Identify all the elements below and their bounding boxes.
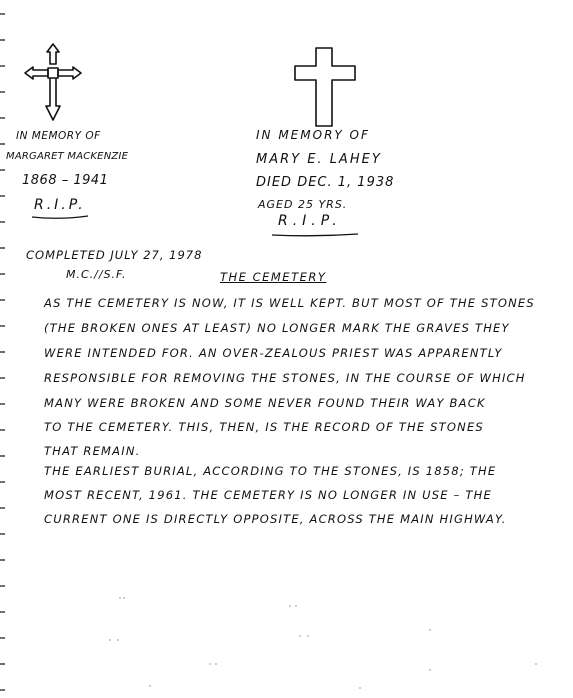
left-memorial-dates: 1868 – 1941	[22, 173, 109, 188]
body-line: AS THE CEMETERY IS NOW, IT IS WELL KEPT. BUT MOST OF THE STONES	[44, 296, 535, 310]
body-line: THAT REMAIN.	[44, 444, 141, 458]
left-memorial-name: MARGARET MACKENZIE	[6, 151, 129, 162]
body-line: CURRENT ONE IS DIRECTLY OPPOSITE, ACROSS THE MAIN HIGHWAY.	[44, 512, 507, 526]
right-memorial-aged: AGED 25 YRS.	[258, 198, 348, 211]
left-memorial-rip: R.I.P.	[34, 197, 86, 213]
completion-initials: M.C.//S.F.	[66, 268, 127, 281]
ornate-cross-icon	[22, 42, 84, 122]
body-line: THE EARLIEST BURIAL, ACCORDING TO THE STONES, IS 1858; THE	[44, 464, 497, 478]
body-line: TO THE CEMETERY. THIS, THEN, IS THE RECORD OF THE STONES	[44, 420, 484, 434]
body-line: WERE INTENDED FOR. AN OVER-ZEALOUS PRIEST WAS APPARENTLY	[44, 346, 503, 360]
right-rip-underline	[270, 232, 360, 238]
body-line: (THE BROKEN ONES AT LEAST) NO LONGER MARK THE GRAVES THEY	[44, 321, 510, 335]
body-line: MOST RECENT, 1961. THE CEMETERY IS NO LONGER IN USE – THE	[44, 488, 492, 502]
right-memorial-in-memory: IN MEMORY OF	[256, 128, 370, 142]
body-line: RESPONSIBLE FOR REMOVING THE STONES, IN THE COURSE OF WHICH	[44, 371, 526, 385]
margin-binding-ticks	[0, 0, 6, 698]
plain-cross-icon	[292, 46, 358, 128]
right-memorial-died: DIED DEC. 1, 1938	[256, 175, 395, 190]
left-rip-underline	[30, 214, 90, 220]
completion-date: COMPLETED JULY 27, 1978	[26, 248, 203, 262]
right-memorial-name: MARY E. LAHEY	[256, 152, 382, 167]
left-memorial-in-memory: IN MEMORY OF	[16, 130, 101, 142]
right-memorial-rip: R.I.P.	[278, 213, 342, 229]
section-title: THE CEMETERY	[220, 270, 327, 284]
body-line: MANY WERE BROKEN AND SOME NEVER FOUND THEIR WAY BACK	[44, 396, 486, 410]
